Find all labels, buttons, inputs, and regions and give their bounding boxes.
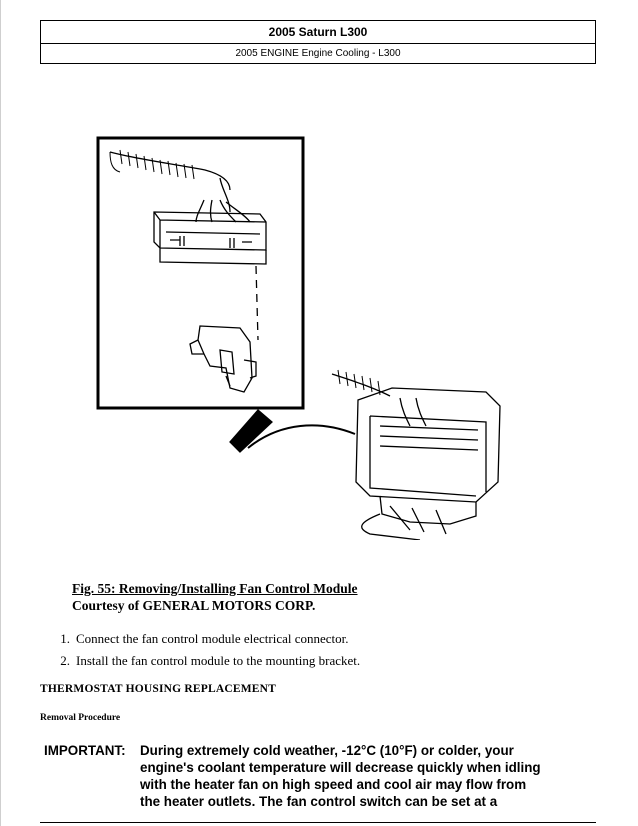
step-number: 1. (60, 631, 70, 646)
list-item (40, 650, 360, 672)
section-heading: THERMOSTAT HOUSING REPLACEMENT (40, 683, 277, 695)
detail-inset-frame (98, 138, 303, 408)
important-line: During extremely cold weather, -12°C (10°F) or colder, your (140, 743, 514, 758)
mounting-bracket (198, 326, 252, 392)
bottom-divider (40, 822, 596, 823)
step-text: Connect the fan control module electrical connector. (76, 631, 349, 646)
header-subtitle: 2005 ENGINE Engine Cooling - L300 (235, 48, 401, 59)
figure-caption (72, 580, 358, 614)
header-title: 2005 Saturn L300 (41, 21, 595, 44)
important-text (140, 742, 610, 810)
sub-heading: Removal Procedure (40, 713, 121, 723)
step-text: Install the fan control module to the mounting bracket. (76, 653, 361, 668)
installation-steps (40, 628, 360, 672)
step-number: 2. (60, 653, 70, 668)
important-line: engine's coolant temperature will decrease quickly when idling (140, 760, 541, 775)
important-label: IMPORTANT: (44, 743, 126, 758)
fan-control-module-connector (154, 212, 266, 250)
figure-caption-credit: Courtesy of GENERAL MOTORS CORP. (72, 598, 316, 613)
page-edge (0, 0, 1, 826)
fan-control-module-illustration (80, 130, 570, 540)
harness-wire-icon (110, 152, 230, 190)
important-line: the heater outlets. The fan control switch can be set at a (140, 794, 498, 809)
list-item (40, 628, 360, 650)
guide-dashed-line (256, 266, 258, 340)
figure-caption-title: Fig. 55: Removing/Installing Fan Control Module (72, 581, 358, 596)
document-header (40, 20, 596, 64)
important-line: with the heater fan on high speed and cool air may flow from (140, 777, 527, 792)
fan-control-module-installed (356, 388, 500, 502)
